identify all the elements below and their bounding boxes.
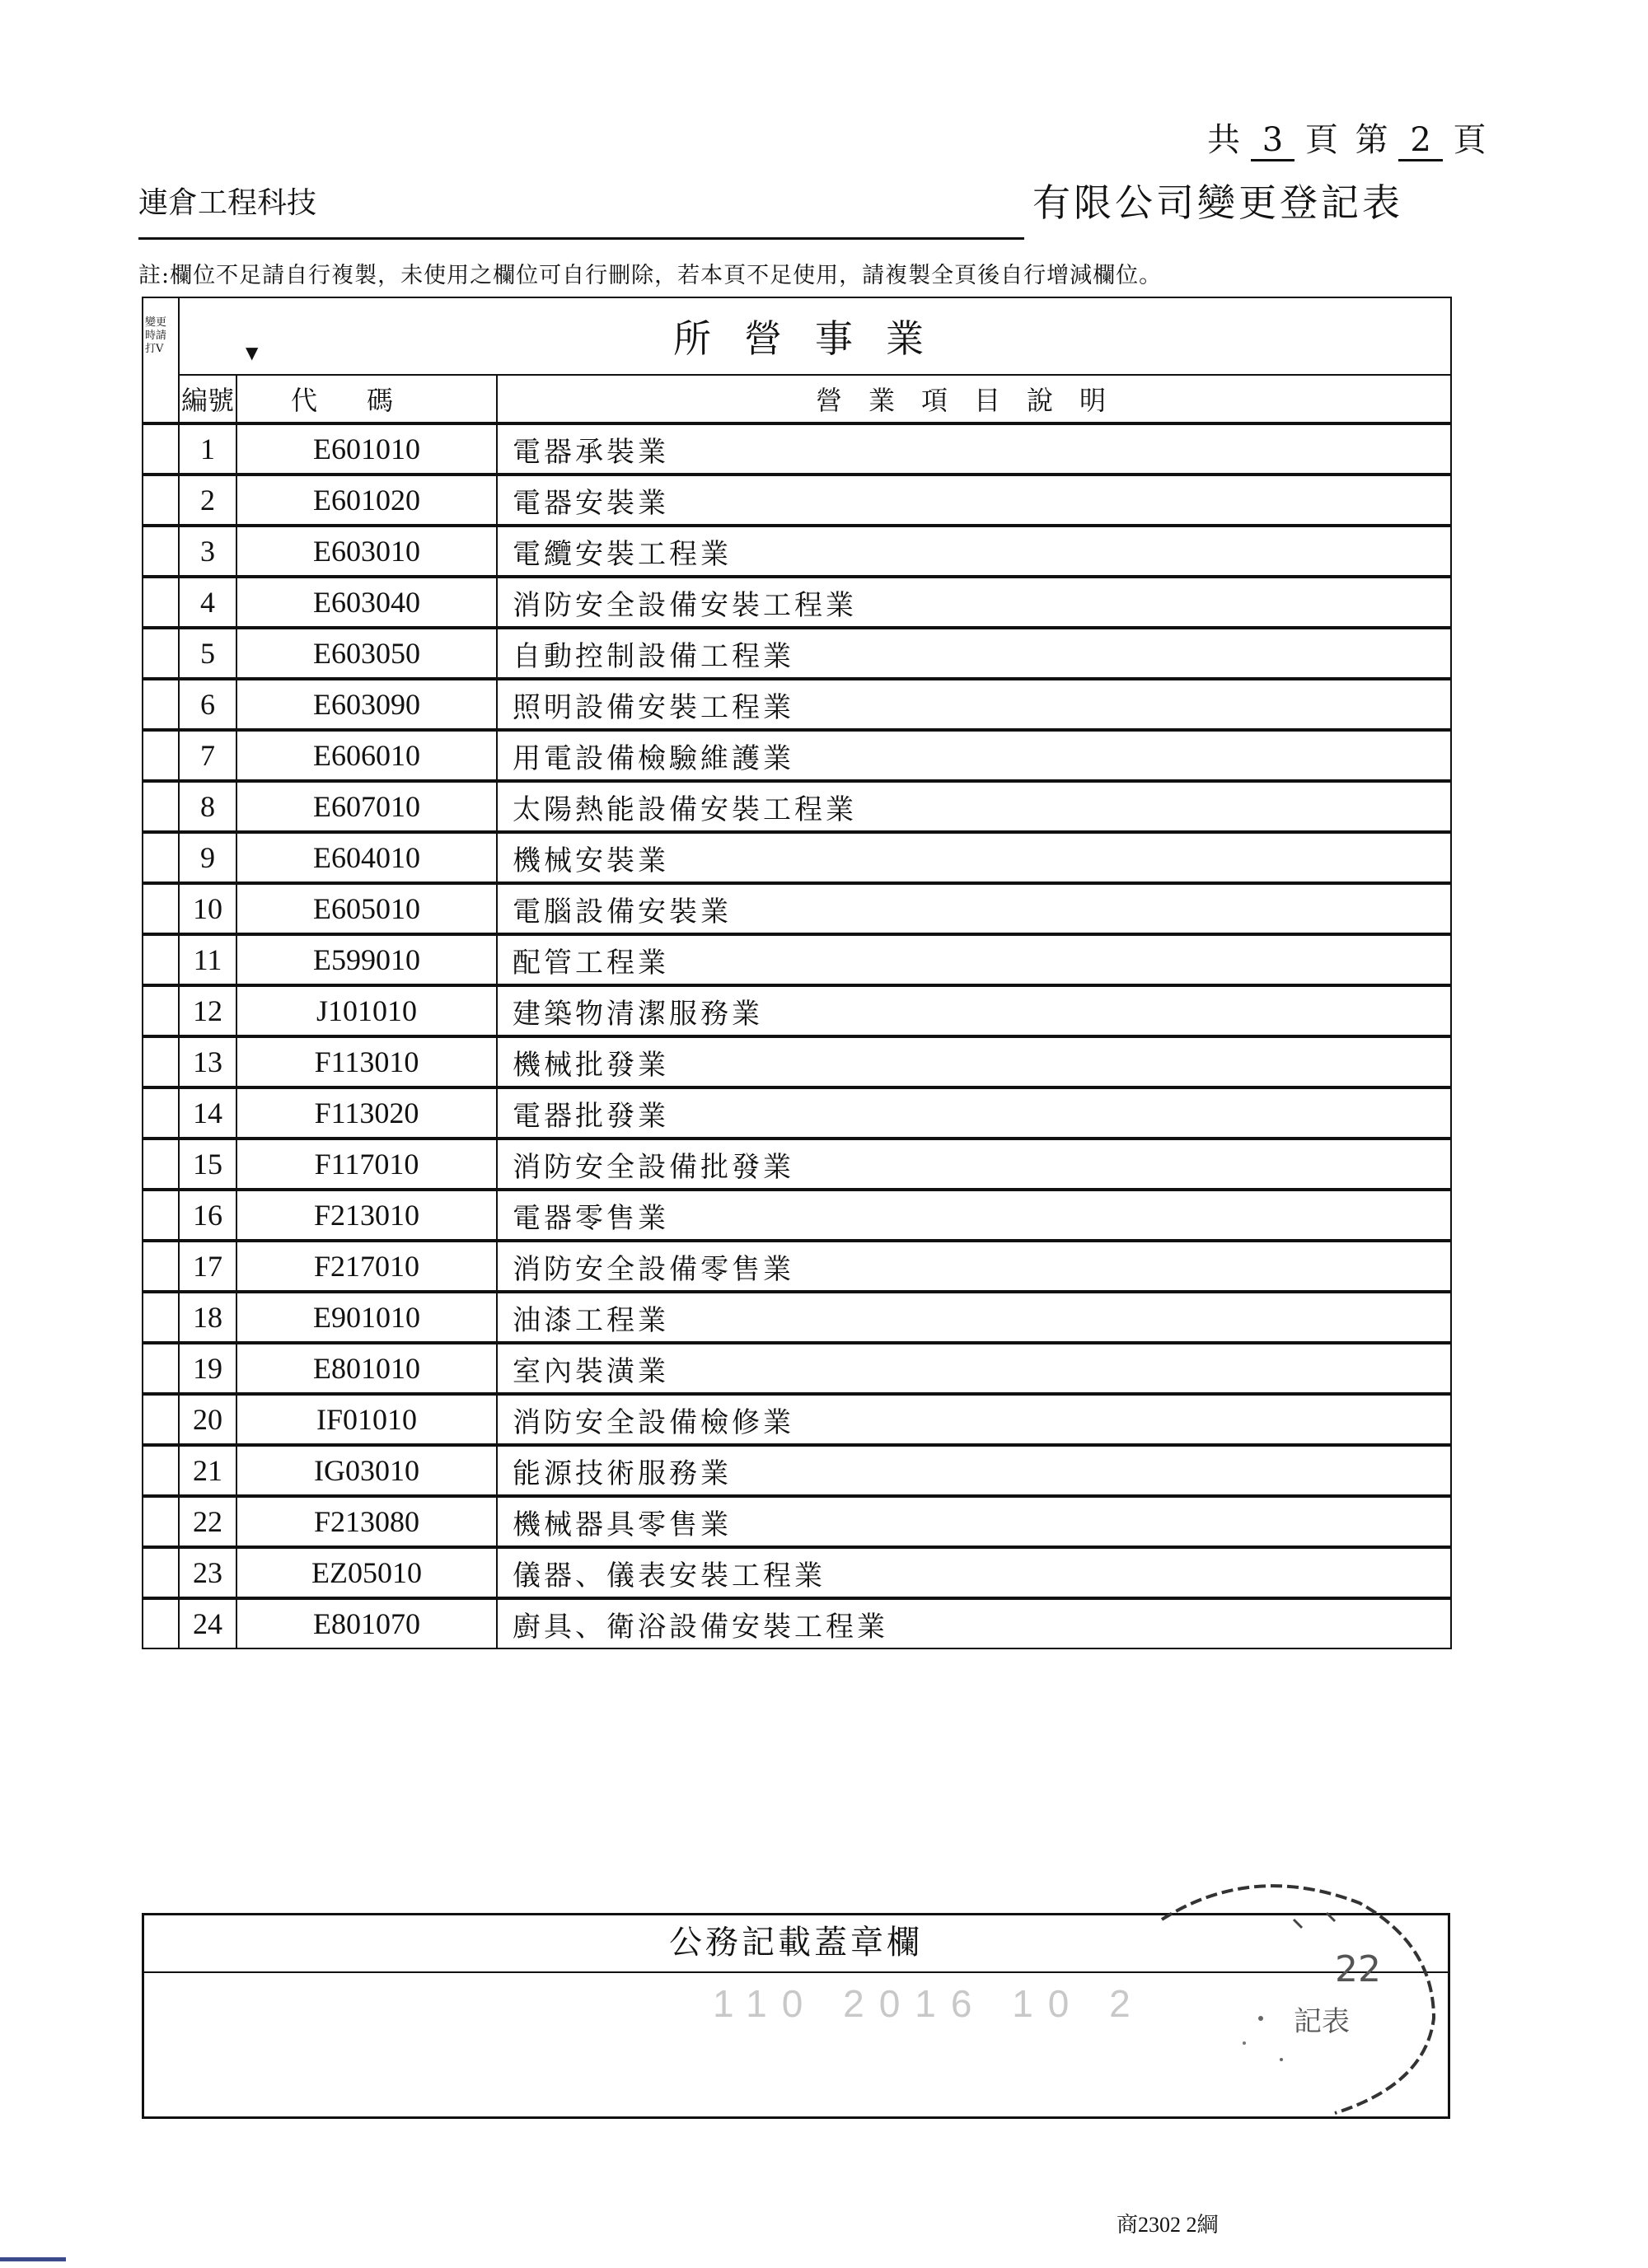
row-number: 20: [179, 1394, 236, 1445]
table-row: [143, 1087, 1451, 1139]
official-seal: [1088, 1870, 1450, 2117]
arrow-down-icon: ▼: [246, 343, 259, 362]
business-description: 電纜安裝工程業: [497, 526, 1451, 577]
change-mark-cell: [143, 628, 179, 679]
table-row: [143, 526, 1451, 577]
company-name: 連倉工程科技: [138, 186, 317, 220]
business-code: E901010: [236, 1292, 497, 1343]
change-mark-cell: [143, 1292, 179, 1343]
row-number: 16: [179, 1190, 236, 1241]
change-mark-cell: [143, 1190, 179, 1241]
table-row: [143, 475, 1451, 526]
change-mark-cell: [143, 1394, 179, 1445]
business-code: E601010: [236, 423, 497, 475]
faded-date-stamp: 110 2016 10 2: [713, 1982, 1145, 2025]
business-description: 儀器、儀表安裝工程業: [497, 1547, 1451, 1598]
business-items-table: [142, 297, 1452, 1649]
column-header-code: 代碼: [236, 375, 497, 423]
business-description: 消防安全設備檢修業: [497, 1394, 1451, 1445]
change-mark-cell: [143, 934, 179, 985]
row-number: 12: [179, 985, 236, 1036]
section-title-text: 所營事業: [673, 316, 957, 361]
table-row: [143, 832, 1451, 883]
form-note: 註:欄位不足請自行複製，未使用之欄位可自行刪除，若本頁不足使用，請複製全頁後自行增減欄位。: [138, 263, 1163, 288]
business-description: 消防安全設備零售業: [497, 1241, 1451, 1292]
table-row: [143, 1394, 1451, 1445]
business-description: 消防安全設備安裝工程業: [497, 577, 1451, 628]
business-description: 機械安裝業: [497, 832, 1451, 883]
column-header-no: 編號: [179, 375, 236, 423]
business-description: 電器零售業: [497, 1190, 1451, 1241]
business-description: 機械器具零售業: [497, 1496, 1451, 1547]
row-number: 15: [179, 1139, 236, 1190]
page-total: 3: [1251, 121, 1295, 161]
business-code: J101010: [236, 985, 497, 1036]
form-code: 商2302 2綱: [1117, 2213, 1219, 2237]
table-row: [143, 1036, 1451, 1087]
page-total-suffix: 頁: [1304, 121, 1338, 159]
business-code: E607010: [236, 781, 497, 832]
change-mark-cell: [143, 1445, 179, 1496]
business-code: F113020: [236, 1087, 497, 1139]
table-row: [143, 1445, 1451, 1496]
business-description: 自動控制設備工程業: [497, 628, 1451, 679]
row-number: 19: [179, 1343, 236, 1394]
row-number: 6: [179, 679, 236, 730]
change-mark-cell: [143, 1241, 179, 1292]
change-mark-cell: [143, 781, 179, 832]
business-code: E801070: [236, 1598, 497, 1648]
change-mark-cell: [143, 730, 179, 781]
business-code: E801010: [236, 1343, 497, 1394]
change-mark-cell: [143, 1496, 179, 1547]
business-description: 能源技術服務業: [497, 1445, 1451, 1496]
change-mark-cell: [143, 1598, 179, 1648]
table-body: [143, 423, 1451, 1648]
table-row: [143, 781, 1451, 832]
business-code: E603050: [236, 628, 497, 679]
change-mark-cell: [143, 832, 179, 883]
business-description: 廚具、衛浴設備安裝工程業: [497, 1598, 1451, 1648]
row-number: 3: [179, 526, 236, 577]
page-current: 2: [1398, 121, 1442, 161]
column-header-desc: 營業項目說明: [497, 375, 1451, 423]
table-row: [143, 985, 1451, 1036]
business-code: E603090: [236, 679, 497, 730]
row-number: 24: [179, 1598, 236, 1648]
row-number: 1: [179, 423, 236, 475]
business-description: 配管工程業: [497, 934, 1451, 985]
table-row: [143, 1292, 1451, 1343]
change-mark-cell: [143, 1547, 179, 1598]
page-current-suffix: 頁: [1453, 121, 1486, 159]
table-row: [143, 1190, 1451, 1241]
table-row: [143, 730, 1451, 781]
business-code: F213080: [236, 1496, 497, 1547]
business-code: E599010: [236, 934, 497, 985]
table-row: [143, 1241, 1451, 1292]
row-number: 17: [179, 1241, 236, 1292]
change-mark-cell: [143, 1139, 179, 1190]
row-number: 23: [179, 1547, 236, 1598]
table-row: [143, 679, 1451, 730]
row-number: 7: [179, 730, 236, 781]
business-description: 電器安裝業: [497, 475, 1451, 526]
seal-text: 記表: [1294, 2005, 1350, 2038]
business-code: IF01010: [236, 1394, 497, 1445]
business-description: 機械批發業: [497, 1036, 1451, 1087]
business-description: 電腦設備安裝業: [497, 883, 1451, 934]
table-row: [143, 577, 1451, 628]
table-row: [143, 934, 1451, 985]
row-number: 21: [179, 1445, 236, 1496]
table-row: [143, 423, 1451, 475]
row-number: 2: [179, 475, 236, 526]
scan-edge-mark: [0, 2257, 66, 2261]
table-row: [143, 883, 1451, 934]
stamp-box-title: 公務記載蓋章欄: [144, 1915, 1448, 1973]
business-code: F117010: [236, 1139, 497, 1190]
business-description: 照明設備安裝工程業: [497, 679, 1451, 730]
page-count: [1207, 114, 1486, 161]
table-row: [143, 1343, 1451, 1394]
business-description: 用電設備檢驗維護業: [497, 730, 1451, 781]
row-number: 4: [179, 577, 236, 628]
business-code: E605010: [236, 883, 497, 934]
change-mark-cell: [143, 577, 179, 628]
row-number: 8: [179, 781, 236, 832]
business-description: 建築物清潔服務業: [497, 985, 1451, 1036]
change-mark-cell: [143, 526, 179, 577]
change-mark-cell: [143, 1343, 179, 1394]
row-number: 22: [179, 1496, 236, 1547]
business-description: 電器承裝業: [497, 423, 1451, 475]
business-code: F217010: [236, 1241, 497, 1292]
business-code: F213010: [236, 1190, 497, 1241]
business-description: 太陽熱能設備安裝工程業: [497, 781, 1451, 832]
row-number: 13: [179, 1036, 236, 1087]
business-code: F113010: [236, 1036, 497, 1087]
section-title: [179, 297, 1451, 375]
svg-text:22: 22: [1335, 1948, 1381, 1990]
business-description: 電器批發業: [497, 1087, 1451, 1139]
row-number: 9: [179, 832, 236, 883]
row-number: 10: [179, 883, 236, 934]
change-mark-column-header: 變更時請打V: [143, 297, 179, 423]
business-description: 油漆工程業: [497, 1292, 1451, 1343]
change-mark-cell: [143, 679, 179, 730]
row-number: 18: [179, 1292, 236, 1343]
table-row: [143, 1139, 1451, 1190]
change-mark-cell: [143, 985, 179, 1036]
company-underline: [138, 237, 1024, 240]
table-row: [143, 1496, 1451, 1547]
table-row: [143, 628, 1451, 679]
business-code: EZ05010: [236, 1547, 497, 1598]
page-current-prefix: 第: [1355, 121, 1388, 159]
business-description: 消防安全設備批發業: [497, 1139, 1451, 1190]
business-description: 室內裝潢業: [497, 1343, 1451, 1394]
table-row: [143, 1598, 1451, 1648]
business-code: E604010: [236, 832, 497, 883]
change-mark-cell: [143, 883, 179, 934]
change-mark-cell: [143, 423, 179, 475]
row-number: 11: [179, 934, 236, 985]
change-mark-cell: [143, 475, 179, 526]
change-mark-cell: [143, 1036, 179, 1087]
business-code: E606010: [236, 730, 497, 781]
page-total-prefix: 共: [1207, 121, 1240, 159]
business-code: E603010: [236, 526, 497, 577]
business-code: E601020: [236, 475, 497, 526]
table-row: [143, 1547, 1451, 1598]
row-number: 5: [179, 628, 236, 679]
change-mark-cell: [143, 1087, 179, 1139]
business-code: E603040: [236, 577, 497, 628]
form-title: 有限公司變更登記表: [1032, 180, 1403, 225]
business-code: IG03010: [236, 1445, 497, 1496]
row-number: 14: [179, 1087, 236, 1139]
